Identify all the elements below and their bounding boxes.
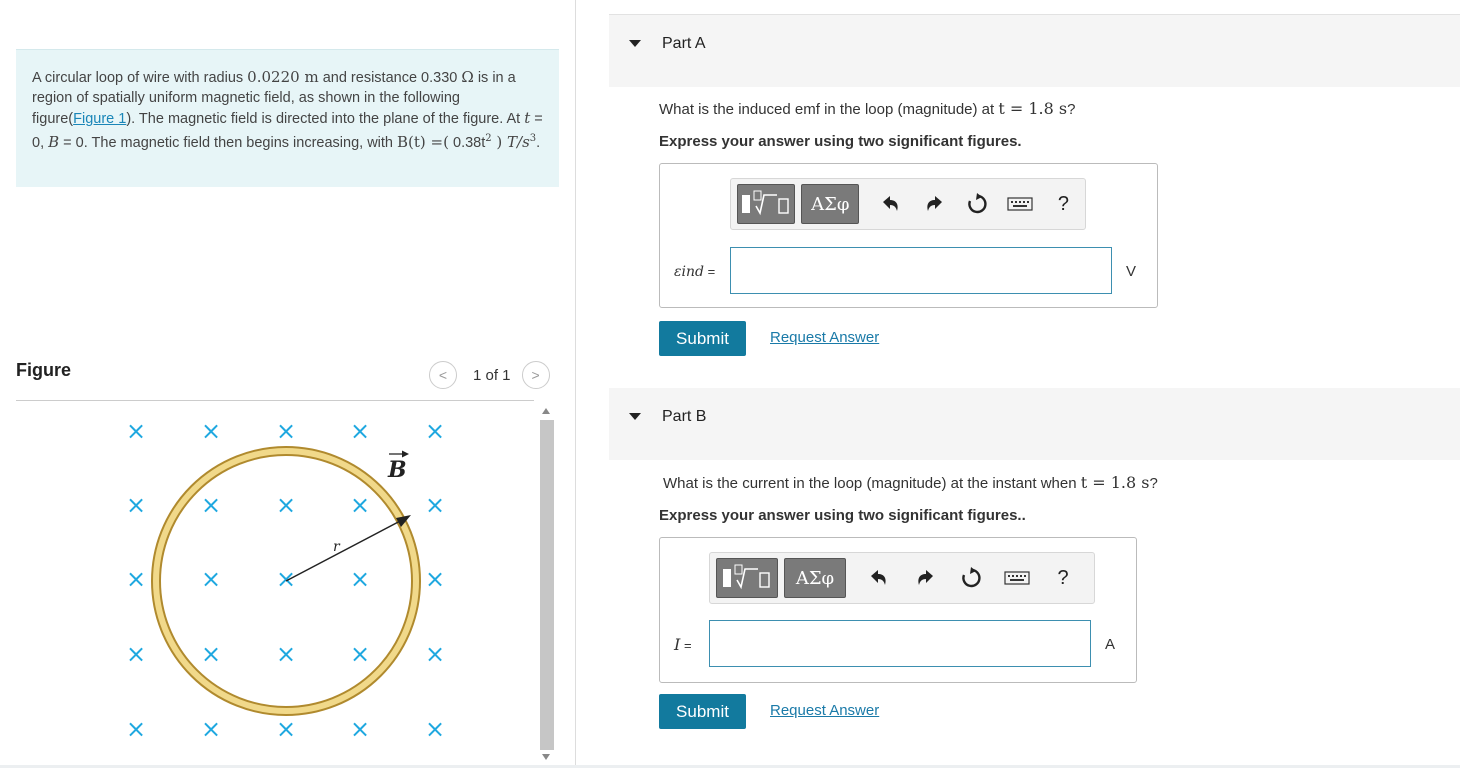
redo-button[interactable] xyxy=(902,569,948,587)
field-cross: × xyxy=(275,640,297,668)
current-symbol: I xyxy=(674,635,681,654)
redo-icon xyxy=(915,569,935,587)
field-cross: × xyxy=(424,565,446,593)
part-a-header[interactable] xyxy=(609,15,1460,87)
part-b-answer-box xyxy=(659,537,1137,683)
keyboard-icon xyxy=(1004,570,1030,586)
field-cross: × xyxy=(275,491,297,519)
radius-line xyxy=(286,519,404,581)
undo-button[interactable] xyxy=(869,195,912,213)
field-exponent: 2 xyxy=(485,133,492,144)
templates-icon xyxy=(720,563,774,593)
part-a-request-answer-link[interactable]: Request Answer xyxy=(770,329,880,346)
scroll-up-icon[interactable] xyxy=(542,408,550,414)
field-coefficient: 0.38t xyxy=(448,134,486,151)
scrollbar-thumb[interactable] xyxy=(540,420,554,750)
part-a-toolbar xyxy=(730,178,1086,230)
prev-figure-button[interactable] xyxy=(429,361,457,389)
templates-icon xyxy=(739,189,793,219)
redo-icon xyxy=(924,195,944,213)
chevron-right-icon: > xyxy=(531,367,540,383)
field-cross: × xyxy=(349,491,371,519)
part-b-header[interactable] xyxy=(609,388,1460,460)
figure-scrollbar[interactable] xyxy=(538,405,556,763)
question-time: t = 1.8 s xyxy=(998,99,1068,118)
part-a-submit-button[interactable]: Submit xyxy=(659,321,746,356)
b-variable: B xyxy=(48,132,60,151)
field-cross: × xyxy=(424,491,446,519)
part-b-answer-label xyxy=(674,635,692,654)
field-cross: × xyxy=(200,640,222,668)
panel-divider xyxy=(575,0,576,768)
field-cross: × xyxy=(349,565,371,593)
help-button[interactable]: ? xyxy=(1057,192,1070,215)
t-variable: t xyxy=(524,109,531,127)
figure-page-indicator: 1 of 1 xyxy=(473,366,511,384)
next-figure-button[interactable] xyxy=(522,361,550,389)
part-a-answer-label xyxy=(674,264,715,280)
part-b-unit: A xyxy=(1105,636,1116,653)
reset-button[interactable] xyxy=(956,193,999,215)
part-b-title: Part B xyxy=(662,408,707,425)
greek-symbols-button[interactable]: ΑΣφ xyxy=(784,558,846,598)
chevron-left-icon: < xyxy=(438,367,448,383)
figure-link[interactable]: Figure 1 xyxy=(73,111,127,127)
part-a-instruction: Express your answer using two significant figures. xyxy=(659,133,1022,150)
collapse-caret-icon[interactable] xyxy=(629,413,641,420)
radius-value: 0.0220 xyxy=(247,68,305,86)
field-expression-close: ) xyxy=(491,132,508,151)
undo-icon xyxy=(869,569,889,587)
undo-button[interactable] xyxy=(856,569,902,587)
figure-image xyxy=(16,401,536,768)
problem-statement xyxy=(16,49,559,187)
part-a-question xyxy=(659,99,1075,118)
field-cross: × xyxy=(200,417,222,445)
part-b-request-answer-link[interactable]: Request Answer xyxy=(770,702,880,719)
field-cross: × xyxy=(275,417,297,445)
part-a-answer-input[interactable] xyxy=(730,247,1112,294)
field-cross: × xyxy=(125,565,147,593)
part-b-submit-button[interactable]: Submit xyxy=(659,694,746,729)
templates-button[interactable] xyxy=(737,184,795,224)
radius-unit: m xyxy=(304,68,319,86)
question-text: ? xyxy=(1067,101,1076,118)
part-a-unit: V xyxy=(1126,263,1137,280)
part-b-toolbar xyxy=(709,552,1095,604)
field-cross: × xyxy=(275,715,297,743)
field-cross: × xyxy=(125,417,147,445)
field-cross: × xyxy=(200,491,222,519)
collapse-caret-icon[interactable] xyxy=(629,40,641,47)
question-text: What is the induced emf in the loop (magnitude) at xyxy=(659,101,999,118)
keyboard-button[interactable] xyxy=(999,196,1042,212)
problem-text: = 0, xyxy=(32,111,543,151)
keyboard-button[interactable] xyxy=(994,570,1040,586)
radius-label: r xyxy=(333,539,340,555)
field-cross: × xyxy=(275,565,297,593)
field-label: B xyxy=(388,457,407,483)
field-cross: × xyxy=(424,715,446,743)
field-cross: × xyxy=(125,640,147,668)
part-b-question xyxy=(663,473,1158,492)
field-cross: × xyxy=(200,715,222,743)
ohm-symbol: Ω xyxy=(461,68,474,86)
field-expression: B(t) =( xyxy=(397,132,449,151)
figure-heading: Figure xyxy=(16,360,72,380)
reset-icon xyxy=(966,193,988,215)
equals-sign: = xyxy=(703,264,716,279)
field-cross: × xyxy=(200,565,222,593)
scroll-down-icon[interactable] xyxy=(542,754,550,760)
reset-button[interactable] xyxy=(948,567,994,589)
part-a-title: Part A xyxy=(662,35,706,52)
field-cross: × xyxy=(349,715,371,743)
help-button[interactable]: ? xyxy=(1057,566,1069,589)
figure-pager xyxy=(429,361,550,389)
redo-button[interactable] xyxy=(913,195,956,213)
problem-text: = 0. The magnetic field then begins increasing, with xyxy=(59,134,398,151)
undo-icon xyxy=(881,195,901,213)
problem-text: is in a region of spatially uniform magnetic field, as shown in the following figure( xyxy=(32,70,516,127)
field-cross: × xyxy=(349,417,371,445)
question-text: ? xyxy=(1149,475,1158,492)
emf-symbol: εind xyxy=(674,264,704,280)
problem-text: . xyxy=(536,134,541,151)
field-cross: × xyxy=(125,491,147,519)
part-b-instruction: Express your answer using two significant figures.. xyxy=(659,507,1026,524)
greek-symbols-button[interactable]: ΑΣφ xyxy=(801,184,859,224)
reset-icon xyxy=(960,567,982,589)
field-cross: × xyxy=(349,640,371,668)
templates-button[interactable] xyxy=(716,558,778,598)
field-cross: × xyxy=(424,640,446,668)
field-cross: × xyxy=(424,417,446,445)
problem-text: ). The magnetic field is directed into the plane of the figure. At xyxy=(126,111,525,127)
part-b-answer-input[interactable] xyxy=(709,620,1091,667)
part-a-answer-box xyxy=(659,163,1158,308)
keyboard-icon xyxy=(1007,196,1033,212)
question-text: What is the current in the loop (magnitude) at the instant when xyxy=(663,475,1081,492)
problem-text: A circular loop of wire with radius xyxy=(32,70,248,86)
magnetic-field-figure xyxy=(16,401,536,768)
field-unit: T/s xyxy=(507,132,530,151)
problem-text: and resistance 0.330 xyxy=(318,70,462,86)
field-unit-exponent: 3 xyxy=(529,133,537,144)
field-cross: × xyxy=(125,715,147,743)
question-time: t = 1.8 s xyxy=(1080,473,1150,492)
equals-sign: = xyxy=(680,638,692,653)
